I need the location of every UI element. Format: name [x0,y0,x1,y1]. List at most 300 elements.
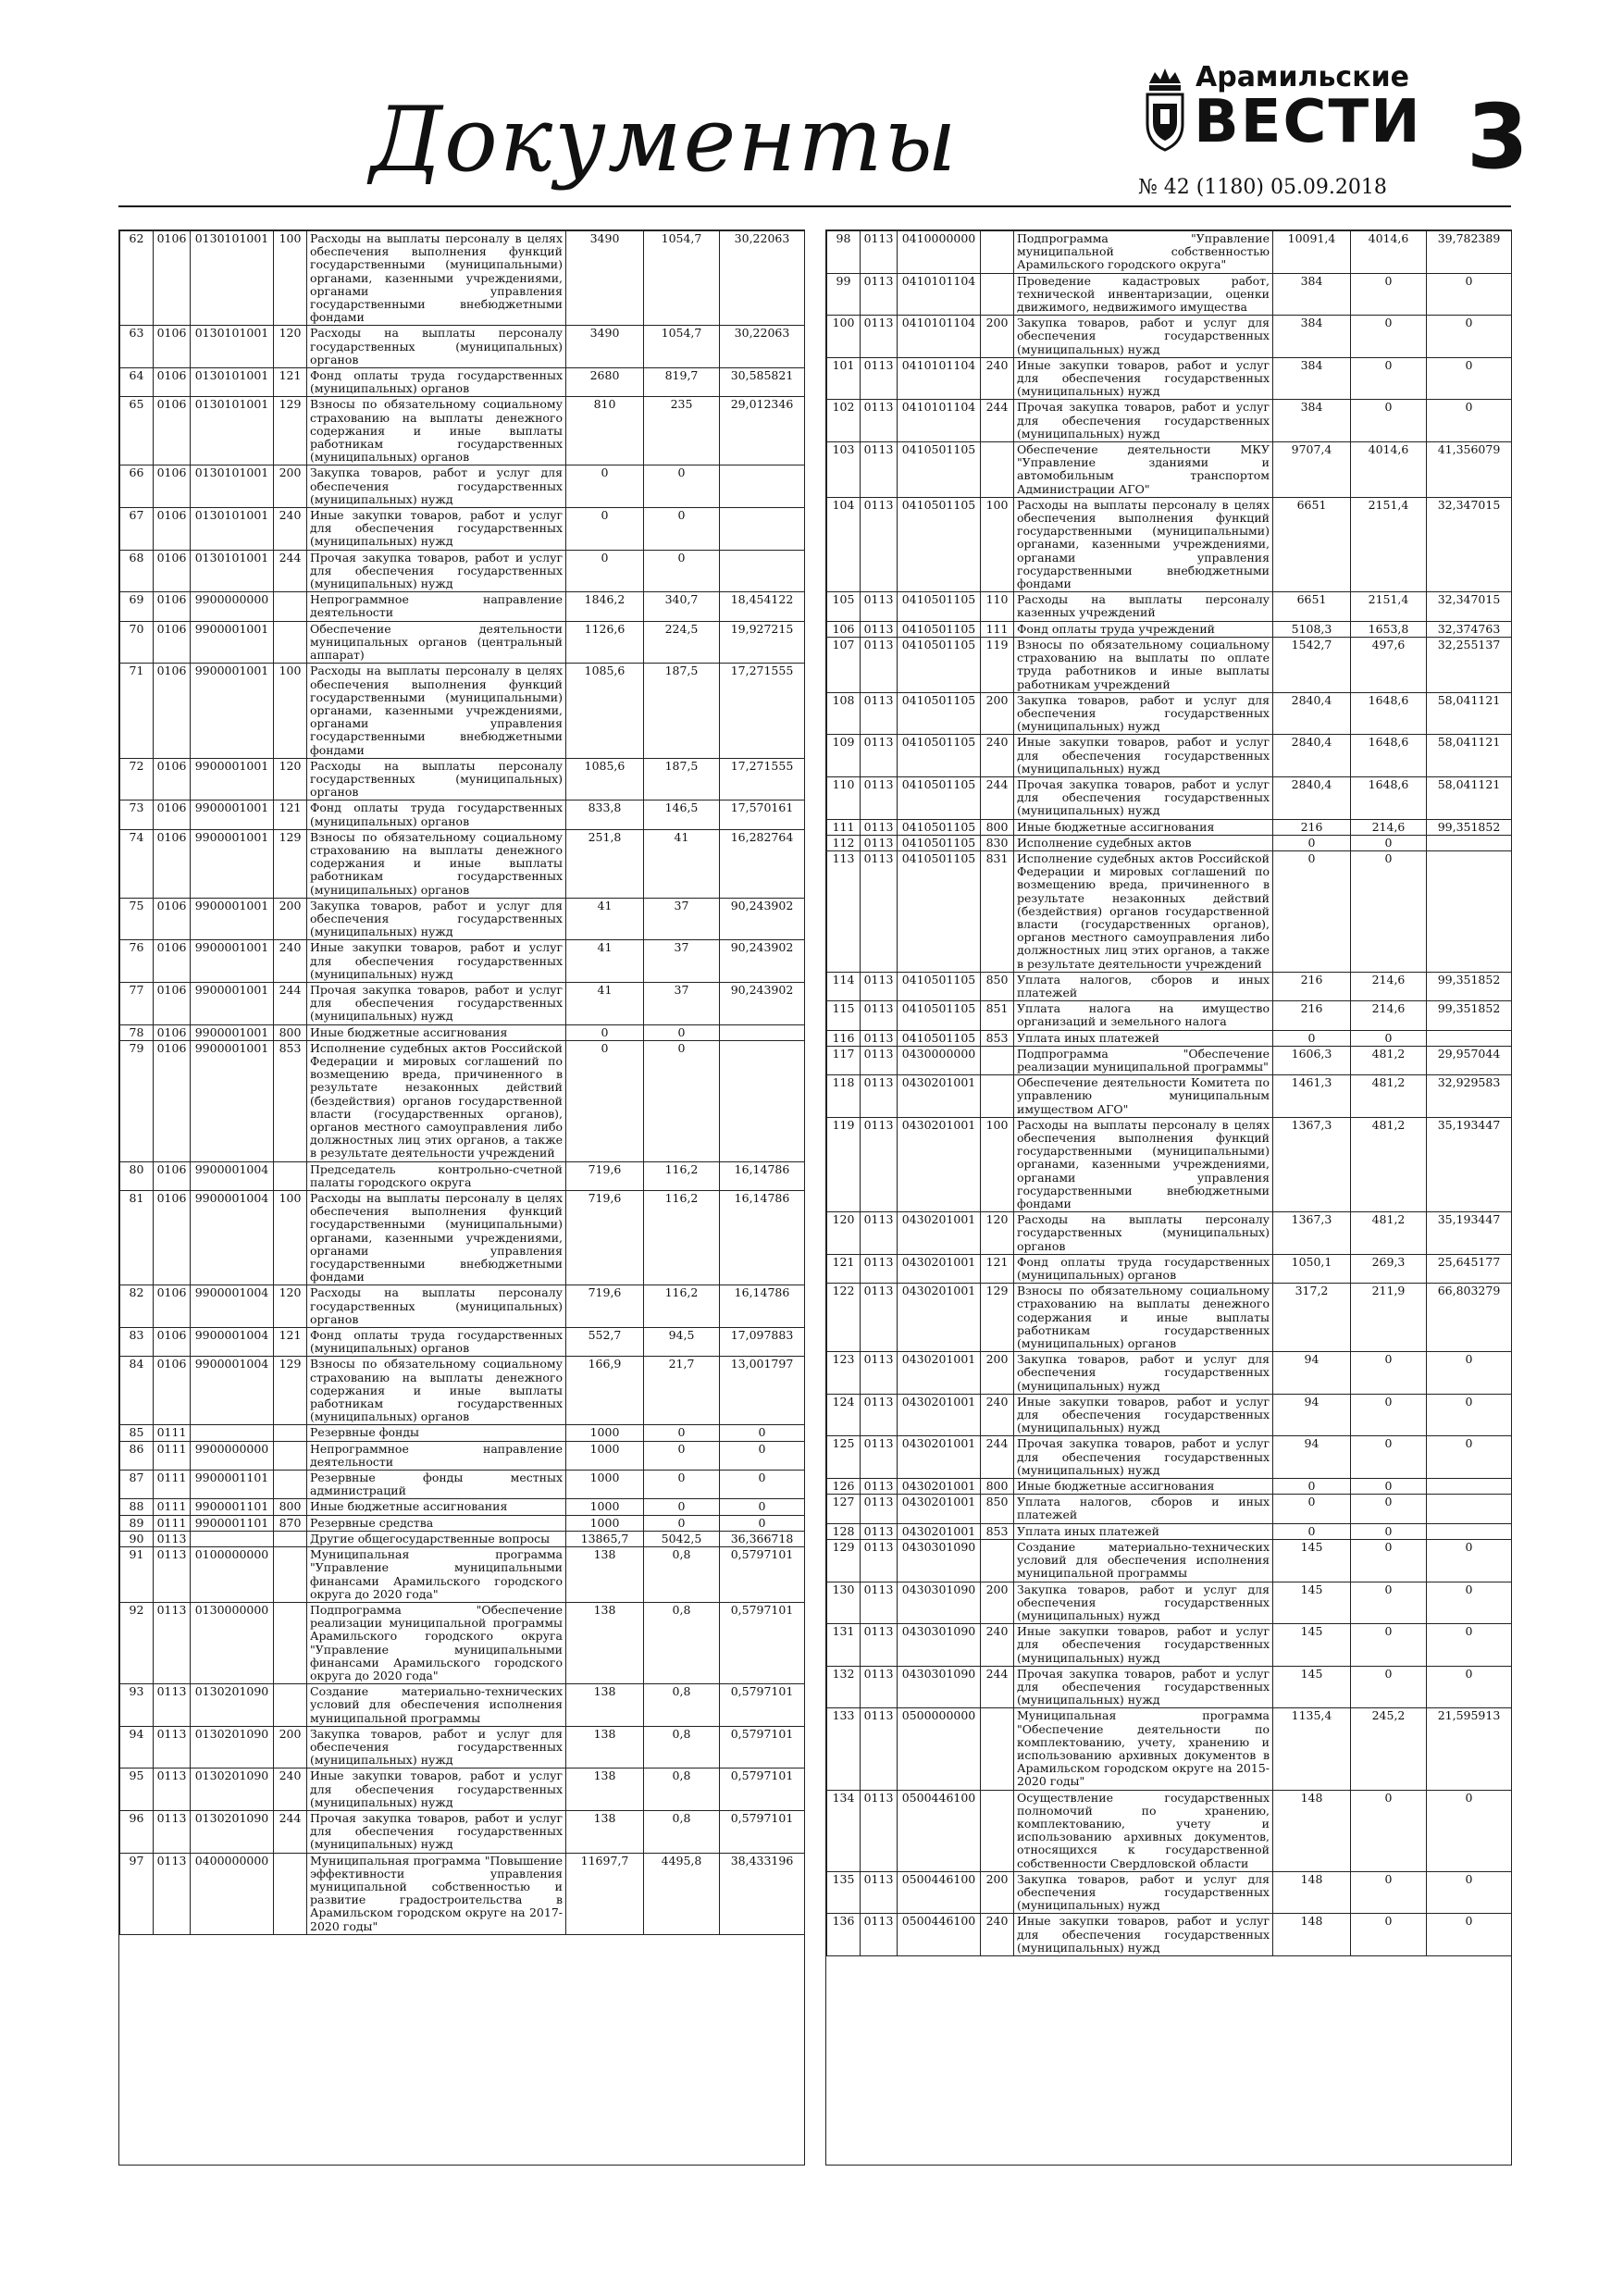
table-row [827,1495,1512,1523]
execution-percent: 16,14786 [720,1161,805,1190]
executed-amount: 0 [644,1441,720,1470]
planned-amount: 0 [1273,1479,1351,1495]
section-code: 0106 [154,326,191,368]
target-article-code: 9900001001 [191,1040,274,1161]
table-row [120,1024,805,1040]
expense-type-code [981,1046,1014,1074]
table-row [120,982,805,1024]
execution-percent: 32,374763 [1427,621,1512,637]
expense-name: Иные закупки товаров, работ и услуг для обеспечения государственных (муниципальных) нужд [307,940,566,983]
row-number: 80 [120,1161,154,1190]
target-article-code [191,1531,274,1546]
section-code: 0106 [154,1357,191,1425]
expense-type-code: 200 [274,465,307,508]
planned-amount: 138 [566,1810,644,1853]
target-article-code: 0500446100 [898,1914,981,1956]
execution-percent: 38,433196 [720,1853,805,1934]
expense-type-code: 853 [274,1040,307,1161]
executed-amount: 1648,6 [1351,735,1427,777]
execution-percent [720,1040,805,1161]
target-article-code: 0410000000 [898,231,981,274]
expense-name: Уплата иных платежей [1014,1523,1273,1539]
row-number: 131 [827,1624,861,1667]
expense-type-code: 121 [981,1254,1014,1283]
row-number: 108 [827,692,861,735]
section-code: 0106 [154,1040,191,1161]
planned-amount: 138 [566,1684,644,1727]
table-row [827,1436,1512,1479]
execution-percent: 19,927215 [720,621,805,664]
executed-amount: 224,5 [644,621,720,664]
table-row [120,829,805,898]
target-article-code: 0130000000 [191,1602,274,1683]
executed-amount: 21,7 [644,1357,720,1425]
expense-name: Расходы на выплаты персоналу государственных (муниципальных) органов [307,1285,566,1328]
planned-amount: 6651 [1273,592,1351,621]
section-code: 0113 [861,1284,898,1352]
execution-percent: 0 [1427,357,1512,400]
executed-amount: 0 [1351,835,1427,850]
planned-amount: 2840,4 [1273,692,1351,735]
table-row [827,592,1512,621]
expense-type-code: 853 [981,1523,1014,1539]
table-row [120,1515,805,1531]
expense-name: Уплата налога на имущество организаций и земельного налога [1014,1001,1273,1030]
section-code: 0106 [154,368,191,397]
planned-amount: 1126,6 [566,621,644,664]
execution-percent: 0 [720,1441,805,1470]
table-row [120,1769,805,1811]
expense-name: Взносы по обязательному социальному страхованию на выплаты денежного содержания и иные выплаты работникам государственных (муниципальных) органов [307,397,566,465]
row-number: 68 [120,550,154,592]
row-number: 99 [827,273,861,316]
target-article-code: 0430201001 [898,1352,981,1395]
target-article-code: 0410501105 [898,692,981,735]
row-number: 79 [120,1040,154,1161]
execution-percent: 17,271555 [720,664,805,758]
expense-name: Прочая закупка товаров, работ и услуг для обеспечения государственных (муниципальных) нужд [1014,1436,1273,1479]
row-number: 124 [827,1394,861,1436]
section-code: 0111 [154,1499,191,1515]
expense-name: Расходы на выплаты персоналу в целях обеспечения выполнения функций государственными (муниципальными) органами, казенными учреждениями, органами управления государственными внебюджетными фондами [1014,1117,1273,1211]
expense-name: Подпрограмма "Обеспечение реализации муниципальной программы" [1014,1046,1273,1074]
planned-amount: 1085,6 [566,758,644,800]
row-number: 93 [120,1684,154,1727]
planned-amount: 1846,2 [566,592,644,621]
expense-type-code [274,1602,307,1683]
execution-percent: 17,097883 [720,1328,805,1357]
expense-name: Уплата иных платежей [1014,1030,1273,1046]
section-code: 0106 [154,621,191,664]
expense-type-code: 120 [274,1285,307,1328]
row-number: 130 [827,1582,861,1624]
executed-amount: 214,6 [1351,972,1427,1000]
section-code: 0106 [154,758,191,800]
table-row [827,1666,1512,1708]
expense-name: Прочая закупка товаров, работ и услуг для обеспечения государственных (муниципальных) нужд [1014,776,1273,819]
planned-amount: 384 [1273,316,1351,358]
table-row [827,1790,1512,1871]
section-code: 0106 [154,829,191,898]
execution-percent: 13,001797 [720,1357,805,1425]
executed-amount: 0 [1351,273,1427,316]
execution-percent [720,1024,805,1040]
expense-type-code [274,1547,307,1603]
section-code: 0106 [154,508,191,551]
table-row [827,1117,1512,1211]
row-number: 104 [827,497,861,591]
executed-amount: 0,8 [644,1726,720,1769]
target-article-code: 9900001004 [191,1285,274,1328]
expense-name: Закупка товаров, работ и услуг для обеспечения государственных (муниципальных) нужд [1014,316,1273,358]
table-row [827,850,1512,972]
section-code: 0113 [861,1436,898,1479]
expense-type-code: 831 [981,850,1014,972]
executed-amount: 0 [1351,1394,1427,1436]
expense-type-code: 240 [981,1914,1014,1956]
table-row [120,1357,805,1425]
section-code: 0111 [154,1441,191,1470]
target-article-code: 9900001001 [191,940,274,983]
expense-name: Муниципальная программа "Обеспечение деятельности по комплектованию, учету, хранению и использованию архивных документов в Арамильском городском округе на 2015-2020 годы" [1014,1708,1273,1790]
table-row [120,1285,805,1328]
planned-amount: 5108,3 [1273,621,1351,637]
planned-amount: 94 [1273,1352,1351,1395]
row-number: 101 [827,357,861,400]
budget-table-left-column [118,230,805,2166]
expense-name: Исполнение судебных актов Российской Федерации и мировых соглашений по возмещению вреда, причиненного в результате незаконных действий (бездействия) органов государственной власти (государственных органов), органов местного самоуправления либо должностных лиц этих органов, а также в результате деятельности учреждений [1014,850,1273,972]
planned-amount: 0 [566,550,644,592]
expense-name: Расходы на выплаты персоналу в целях обеспечения выполнения функций государственными (муниципальными) органами, казенными учреждениями, органами управления государственными внебюджетными фондами [307,231,566,326]
execution-percent: 0 [1427,1914,1512,1956]
execution-percent: 17,570161 [720,800,805,829]
table-row [827,735,1512,777]
expense-name: Резервные фонды местных администраций [307,1471,566,1499]
execution-percent: 90,243902 [720,982,805,1024]
section-code: 0106 [154,1285,191,1328]
section-code: 0106 [154,397,191,465]
planned-amount: 3490 [566,326,644,368]
section-code: 0106 [154,550,191,592]
expense-name: Прочая закупка товаров, работ и услуг для обеспечения государственных (муниципальных) нужд [307,982,566,1024]
section-code: 0111 [154,1515,191,1531]
target-article-code: 0430301090 [898,1582,981,1624]
table-row [120,1191,805,1285]
expense-name: Иные закупки товаров, работ и услуг для обеспечения государственных (муниципальных) нужд [1014,1624,1273,1667]
table-row [120,1726,805,1769]
expense-name: Непрограммное направление деятельности [307,592,566,621]
execution-percent: 16,14786 [720,1285,805,1328]
target-article-code: 0430201001 [898,1117,981,1211]
section-code: 0113 [861,1212,898,1255]
row-number: 119 [827,1117,861,1211]
planned-amount: 719,6 [566,1285,644,1328]
expense-type-code: 120 [274,326,307,368]
executed-amount: 1054,7 [644,326,720,368]
target-article-code: 0130101001 [191,326,274,368]
execution-percent: 30,585821 [720,368,805,397]
executed-amount: 214,6 [1351,819,1427,835]
executed-amount: 0 [1351,357,1427,400]
row-number: 81 [120,1191,154,1285]
executed-amount: 41 [644,829,720,898]
execution-percent: 0 [720,1425,805,1441]
planned-amount: 3490 [566,231,644,326]
section-code: 0106 [154,664,191,758]
table-row [120,508,805,551]
row-number: 117 [827,1046,861,1074]
row-number: 107 [827,637,861,692]
section-code: 0113 [154,1531,191,1546]
planned-amount: 810 [566,397,644,465]
execution-percent: 0 [720,1499,805,1515]
row-number: 83 [120,1328,154,1357]
row-number: 133 [827,1708,861,1790]
row-number: 73 [120,800,154,829]
expense-name: Иные закупки товаров, работ и услуг для обеспечения государственных (муниципальных) нужд [307,508,566,551]
executed-amount: 116,2 [644,1191,720,1285]
table-row [120,465,805,508]
target-article-code: 0130101001 [191,465,274,508]
table-row [827,1394,1512,1436]
row-number: 95 [120,1769,154,1811]
executed-amount: 37 [644,982,720,1024]
execution-percent: 0 [1427,1582,1512,1624]
executed-amount: 497,6 [1351,637,1427,692]
executed-amount: 0 [644,508,720,551]
executed-amount: 0 [644,1515,720,1531]
table-row [827,692,1512,735]
row-number: 120 [827,1212,861,1255]
target-article-code: 0430201001 [898,1394,981,1436]
executed-amount: 37 [644,940,720,983]
planned-amount: 138 [566,1769,644,1811]
target-article-code: 9900001001 [191,898,274,940]
execution-percent: 0 [1427,1790,1512,1871]
table-row [827,835,1512,850]
table-row [827,442,1512,498]
row-number: 125 [827,1436,861,1479]
section-code: 0113 [861,400,898,442]
expense-name: Прочая закупка товаров, работ и услуг для обеспечения государственных (муниципальных) нужд [1014,400,1273,442]
row-number: 111 [827,819,861,835]
section-code: 0106 [154,940,191,983]
expense-name: Подпрограмма "Обеспечение реализации муниципальной программы Арамильского городского округа "Управление муниципальными финансами Арамильского городского округа до 2020 года" [307,1602,566,1683]
expense-name: Иные закупки товаров, работ и услуг для обеспечения государственных (муниципальных) нужд [1014,735,1273,777]
planned-amount: 1050,1 [1273,1254,1351,1283]
section-code: 0113 [861,357,898,400]
executed-amount: 0 [1351,1495,1427,1523]
row-number: 110 [827,776,861,819]
executed-amount: 0 [644,550,720,592]
section-code: 0113 [154,1810,191,1853]
target-article-code: 0430201001 [898,1254,981,1283]
expense-type-code: 244 [981,1436,1014,1479]
row-number: 64 [120,368,154,397]
target-article-code: 0130201090 [191,1769,274,1811]
executed-amount: 0 [1351,1790,1427,1871]
expense-type-code: 200 [981,692,1014,735]
executed-amount: 1648,6 [1351,776,1427,819]
target-article-code: 9900001001 [191,800,274,829]
section-code: 0113 [861,850,898,972]
section-code: 0113 [861,621,898,637]
logo-top-text: Арамильские [1196,61,1409,93]
expense-name: Иные бюджетные ассигнования [307,1499,566,1515]
execution-percent: 35,193447 [1427,1212,1512,1255]
target-article-code: 0410501105 [898,621,981,637]
expense-type-code: 100 [274,1191,307,1285]
expense-name: Обеспечение деятельности Комитета по управлению муниципальным имуществом АГО" [1014,1075,1273,1118]
expense-name: Проведение кадастровых работ, технической инвентаризации, оценки движимого, недвижимого имущества [1014,273,1273,316]
execution-percent [720,550,805,592]
section-code: 0111 [154,1471,191,1499]
target-article-code: 0410501105 [898,442,981,498]
target-article-code: 0410101104 [898,316,981,358]
table-row [827,1479,1512,1495]
section-code: 0113 [861,819,898,835]
expense-name: Иные бюджетные ассигнования [1014,819,1273,835]
table-row [120,1602,805,1683]
planned-amount: 0 [566,508,644,551]
expense-name: Муниципальная программа "Повышение эффективности управления муниципальной собственностью и развитие градостроительства в Арамильском городском округе на 2017-2020 годы" [307,1853,566,1934]
planned-amount: 138 [566,1602,644,1683]
executed-amount: 0 [1351,1666,1427,1708]
executed-amount: 4014,6 [1351,231,1427,274]
execution-percent: 0 [1427,1666,1512,1708]
planned-amount: 145 [1273,1582,1351,1624]
row-number: 134 [827,1790,861,1871]
expense-type-code: 200 [274,898,307,940]
planned-amount: 10091,4 [1273,231,1351,274]
row-number: 77 [120,982,154,1024]
expense-type-code: 240 [981,357,1014,400]
expense-type-code: 240 [274,508,307,551]
target-article-code: 0410501105 [898,637,981,692]
table-row [120,1547,805,1603]
planned-amount: 11697,7 [566,1853,644,1934]
section-code: 0106 [154,465,191,508]
target-article-code: 0410501105 [898,776,981,819]
table-row [120,1425,805,1441]
execution-percent: 30,22063 [720,231,805,326]
expense-name: Закупка товаров, работ и услуг для обеспечения государственных (муниципальных) нужд [1014,1582,1273,1624]
planned-amount: 1367,3 [1273,1212,1351,1255]
page-header [0,0,1623,222]
planned-amount: 216 [1273,972,1351,1000]
executed-amount: 0 [644,1425,720,1441]
target-article-code: 0430201001 [898,1284,981,1352]
section-code: 0113 [861,735,898,777]
section-code: 0106 [154,1024,191,1040]
expense-type-code [981,1708,1014,1790]
table-row [827,972,1512,1000]
executed-amount: 0 [1351,1539,1427,1582]
expense-type-code [274,1684,307,1727]
target-article-code: 9900001101 [191,1515,274,1531]
execution-percent: 0 [1427,1539,1512,1582]
execution-percent: 32,255137 [1427,637,1512,692]
executed-amount: 0 [1351,1436,1427,1479]
row-number: 76 [120,940,154,983]
expense-type-code [274,1441,307,1470]
row-number: 114 [827,972,861,1000]
planned-amount: 384 [1273,273,1351,316]
row-number: 74 [120,829,154,898]
expense-name: Осуществление государственных полномочий по хранению, комплектованию, учету и использованию архивных документов, относящихся к государственной собственности Свердловской области [1014,1790,1273,1871]
expense-type-code: 200 [981,1871,1014,1914]
executed-amount: 269,3 [1351,1254,1427,1283]
target-article-code: 0430201001 [898,1075,981,1118]
execution-percent: 18,454122 [720,592,805,621]
table-row [120,1328,805,1357]
execution-percent [720,465,805,508]
executed-amount: 1653,8 [1351,621,1427,637]
section-code: 0113 [861,1523,898,1539]
executed-amount: 1054,7 [644,231,720,326]
planned-amount: 138 [566,1726,644,1769]
header-rule [118,205,1511,207]
execution-percent: 99,351852 [1427,972,1512,1000]
expense-type-code: 129 [274,1357,307,1425]
expense-name: Закупка товаров, работ и услуг для обеспечения государственных (муниципальных) нужд [307,465,566,508]
execution-percent: 16,14786 [720,1191,805,1285]
expense-name: Создание материально-технических условий для обеспечения исполнения муниципальной программы [1014,1539,1273,1582]
execution-percent: 0,5797101 [720,1602,805,1683]
execution-percent: 16,282764 [720,829,805,898]
row-number: 126 [827,1479,861,1495]
section-code: 0113 [861,316,898,358]
planned-amount: 1367,3 [1273,1117,1351,1211]
table-row [120,898,805,940]
expense-type-code: 240 [981,1624,1014,1667]
executed-amount: 0 [644,1471,720,1499]
target-article-code: 9900001001 [191,664,274,758]
target-article-code: 0410101104 [898,357,981,400]
planned-amount: 384 [1273,400,1351,442]
target-article-code: 0410501105 [898,1001,981,1030]
planned-amount: 1000 [566,1425,644,1441]
expense-name: Фонд оплаты труда государственных (муниципальных) органов [1014,1254,1273,1283]
table-row [827,1284,1512,1352]
execution-percent: 58,041121 [1427,692,1512,735]
target-article-code: 9900001001 [191,621,274,664]
target-article-code: 9900000000 [191,592,274,621]
expense-type-code: 111 [981,621,1014,637]
expense-type-code: 200 [981,1582,1014,1624]
execution-percent: 0 [1427,1394,1512,1436]
expense-type-code: 240 [981,1394,1014,1436]
target-article-code: 9900000000 [191,1441,274,1470]
table-row [120,397,805,465]
executed-amount: 2151,4 [1351,592,1427,621]
expense-name: Обеспечение деятельности муниципальных органов (центральный аппарат) [307,621,566,664]
execution-percent: 0 [1427,1624,1512,1667]
table-row [827,1254,1512,1283]
expense-name: Подпрограмма "Управление муниципальной собственностью Арамильского городского округа" [1014,231,1273,274]
executed-amount: 0 [1351,400,1427,442]
executed-amount: 0 [1351,1352,1427,1395]
expense-type-code [981,1790,1014,1871]
executed-amount: 481,2 [1351,1117,1427,1211]
row-number: 63 [120,326,154,368]
executed-amount: 0 [1351,1479,1427,1495]
section-code: 0113 [861,1046,898,1074]
target-article-code: 0130101001 [191,508,274,551]
row-number: 118 [827,1075,861,1118]
expense-name: Председатель контрольно-счетной палаты городского округа [307,1161,566,1190]
row-number: 94 [120,1726,154,1769]
